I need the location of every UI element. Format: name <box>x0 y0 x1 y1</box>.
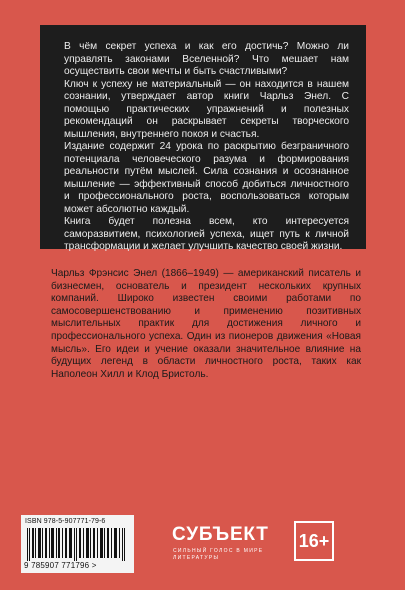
annotation-paragraph-2: Ключ к успеху не материальный — он находится в нашем сознании, утверждает автор книги Чарльз Энел. С помощью практических упражнений и полезных рекомендаций он раскрывает секреты творческого мышления, внутреннего покоя и счастья. <box>64 78 349 140</box>
isbn-barcode-block <box>21 515 134 573</box>
annotation-box <box>40 25 366 252</box>
barcode-icon <box>27 528 129 561</box>
annotation-paragraph-1: В чём секрет успеха и как его достичь? Можно ли управлять законами Вселенной? Что мешает нам осуществить свои мечты и быть счастливыми? <box>64 41 349 77</box>
publisher-tagline: СИЛЬНЫЙ ГОЛОС В МИРЕ ЛИТЕРАТУРЫ <box>173 548 264 561</box>
barcode-digits: 9 785907 771796 > <box>24 561 97 570</box>
age-rating-badge: 16+ <box>294 521 334 561</box>
annotation-paragraph-3: Издание содержит 24 урока по раскрытию безграничного потенциала человеческого разума и формирования реальности путём мыслей. Сила сознания и осознанное мышление — эффективный способ добиться личностного и профессионального роста, воспользоваться которым может абсолютно каждый. <box>64 141 349 215</box>
annotation-paragraph-4: Книга будет полезна всем, кто интересуется саморазвитием, психологией успеха, ищет путь к личной трансформации и желает улучшить качество своей жизни. <box>64 216 349 252</box>
publisher-logo: СУБЪЕКТ <box>172 524 269 545</box>
author-bio: Чарльз Фрэнсис Энел (1866–1949) — американский писатель и бизнесмен, основатель и президент нескольких крупных компаний. Широко известен своими работами по самосовершенствованию и применению позитивных мыслительных практик для достижения личного и профессионального успеха. Один из пионеров движения «Новая мысль». Его идеи и учение оказали значительное влияние на будущих легенд в области личностного роста, таких как Наполеон Хилл и Клод Бристоль. <box>51 268 361 380</box>
isbn-label: ISBN 978-5-907771-79-6 <box>25 518 106 525</box>
